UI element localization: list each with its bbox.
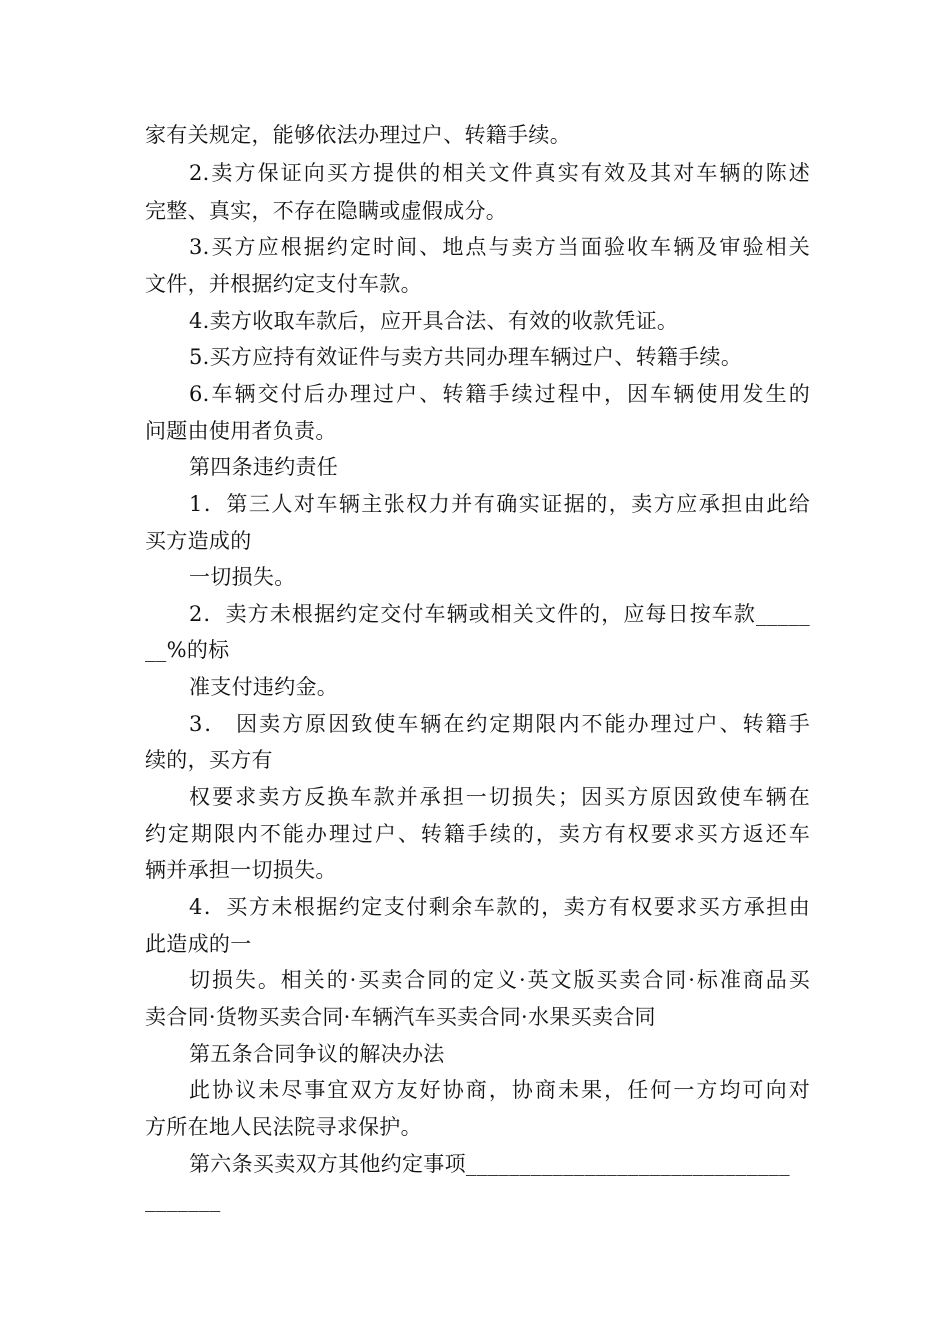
text-line: 3.买方应根据约定时间、地点与卖方当面验收车辆及审验相关 xyxy=(189,235,810,259)
text-line: 方所在地人民法院寻求保护。 xyxy=(145,1115,422,1139)
text-line: 1．第三人对车辆主张权力并有确实证据的，卖方应承担由此给 xyxy=(189,492,810,516)
text-line: 3． 因卖方原因致使车辆在约定期限内不能办理过户、转籍手 xyxy=(189,712,810,736)
text-line: 5.买方应持有效证件与卖方共同办理车辆过户、转籍手续。 xyxy=(189,345,743,369)
text-line: 买方造成的 xyxy=(145,529,252,553)
text-line: _______ xyxy=(145,1188,221,1212)
text-line: 切损失。相关的·买卖合同的定义·英文版买卖合同·标准商品买 xyxy=(189,968,810,992)
text-line: 问题由使用者负责。 xyxy=(145,419,337,443)
section-heading: 第四条违约责任 xyxy=(189,455,339,479)
section-heading: 第五条合同争议的解决办法 xyxy=(189,1042,445,1066)
text-line: 家有关规定，能够依法办理过户、转籍手续。 xyxy=(145,123,571,147)
text-line: 约定期限内不能办理过户、转籍手续的，卖方有权要求买方返还车 xyxy=(145,822,810,846)
text-line: 准支付违约金。 xyxy=(189,675,339,699)
text-line: 2.卖方保证向买方提供的相关文件真实有效及其对车辆的陈述 xyxy=(189,161,810,185)
text-line: 2．卖方未根据约定交付车辆或相关文件的，应每日按车款_____ xyxy=(189,602,810,626)
text-line: 续的，买方有 xyxy=(145,748,273,772)
text-line: 一切损失。 xyxy=(189,565,296,589)
text-line: 权要求卖方反换车款并承担一切损失；因买方原因致使车辆在 xyxy=(189,785,810,809)
text-line: 文件，并根据约定支付车款。 xyxy=(145,272,422,296)
text-line: 卖合同·货物买卖合同·车辆汽车买卖合同·水果买卖合同 xyxy=(145,1005,656,1029)
text-line: 此造成的一 xyxy=(145,932,252,956)
text-line: 4．买方未根据约定支付剩余车款的，卖方有权要求买方承担由 xyxy=(189,895,810,919)
text-line: 辆并承担一切损失。 xyxy=(145,858,337,882)
text-line: __%的标 xyxy=(145,638,230,662)
text-line: 此协议未尽事宜双方友好协商，协商未果，任何一方均可向对 xyxy=(189,1078,810,1102)
text-line: 完整、真实，不存在隐瞒或虚假成分。 xyxy=(145,199,508,223)
text-line: 6.车辆交付后办理过户、转籍手续过程中，因车辆使用发生的 xyxy=(189,382,810,406)
section-heading: 第六条买卖双方其他约定事项______________________________ xyxy=(189,1152,790,1176)
text-line: 4.卖方收取车款后，应开具合法、有效的收款凭证。 xyxy=(189,309,679,333)
